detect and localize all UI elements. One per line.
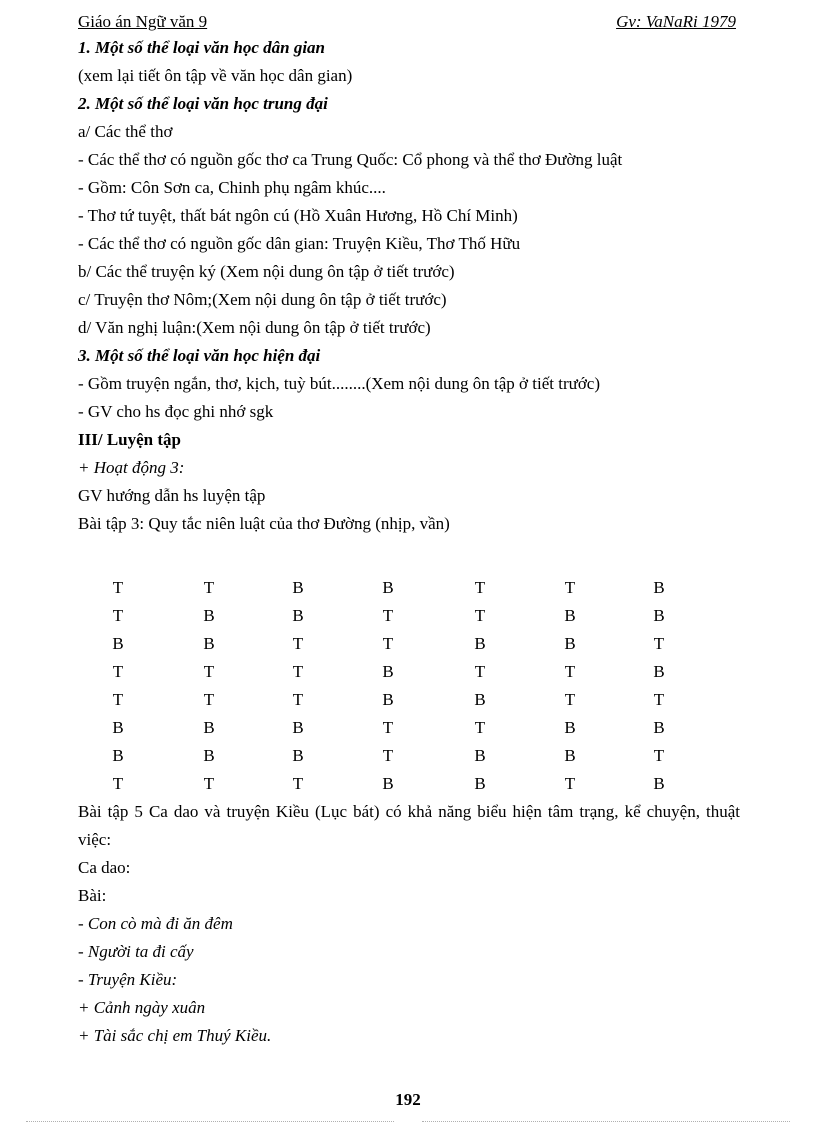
footer-divider-left <box>26 1121 394 1122</box>
tone-cell: T <box>292 690 304 709</box>
tone-cell: B <box>203 746 215 765</box>
section-lines <box>78 34 740 538</box>
tone-cell: T <box>112 690 124 709</box>
tone-cell: T <box>203 662 215 681</box>
text-line-11: 3. Một số thể loại văn học hiện đại <box>78 346 321 365</box>
tone-cell: B <box>382 662 394 681</box>
tone-row <box>78 630 740 658</box>
tone-row <box>78 658 740 686</box>
text-line-0: 1. Một số thể loại văn học dân gian <box>78 38 326 57</box>
tone-cell: B <box>292 606 304 625</box>
tone-cell: T <box>292 774 304 793</box>
text-line-bottom-1: Bài: <box>78 886 107 905</box>
tone-cell: B <box>564 634 576 653</box>
text-line-10: d/ Văn nghị luận:(Xem nội dung ôn tập ở tiết trước) <box>78 318 431 337</box>
tone-cell: B <box>112 718 124 737</box>
text-line-1: (xem lại tiết ôn tập về văn học dân gian) <box>78 66 353 85</box>
tone-cell: T <box>203 774 215 793</box>
tone-cell: B <box>112 634 124 653</box>
tone-cell: B <box>653 606 665 625</box>
page-header <box>78 12 736 34</box>
header-author: Gv: VaNaRi 1979 <box>616 12 736 31</box>
text-line-5: - Gồm: Côn Sơn ca, Chinh phụ ngâm khúc.... <box>78 178 386 197</box>
document-body <box>78 34 740 1050</box>
tone-cell: B <box>564 746 576 765</box>
tone-row <box>78 686 740 714</box>
tone-cell: B <box>382 774 394 793</box>
tone-row <box>78 574 740 602</box>
tone-cell: B <box>653 662 665 681</box>
page-number: 192 <box>395 1090 421 1109</box>
tone-cell: T <box>203 690 215 709</box>
text-line-8: b/ Các thể truyện ký (Xem nội dung ôn tập ở tiết trước) <box>78 262 455 281</box>
tone-cell: B <box>112 746 124 765</box>
tone-cell: B <box>203 634 215 653</box>
tone-cell: B <box>292 746 304 765</box>
text-line-bottom-0: Ca dao: <box>78 858 131 877</box>
footer-divider-right <box>422 1121 790 1122</box>
text-line-9: c/ Truyện thơ Nôm;(Xem nội dung ôn tập ở tiết trước) <box>78 290 447 309</box>
tone-grid <box>78 574 740 798</box>
header-title: Giáo án Ngữ văn 9 <box>78 12 208 31</box>
text-line-bottom-4: - Truyện Kiều: <box>78 970 178 989</box>
tone-cell: T <box>474 662 486 681</box>
tone-cell: T <box>653 746 665 765</box>
text-line-3: a/ Các thể thơ <box>78 122 173 141</box>
tone-cell: T <box>653 634 665 653</box>
text-line-12: - Gồm truyện ngắn, thơ, kịch, tuỳ bút........(Xem nội dung ôn tập ở tiết trước) <box>78 374 601 393</box>
text-line-bottom-5: + Cảnh ngày xuân <box>78 998 206 1017</box>
tone-cell: B <box>653 578 665 597</box>
tone-cell: T <box>382 634 394 653</box>
tone-cell: B <box>474 634 486 653</box>
text-line-7: - Các thể thơ có nguồn gốc dân gian: Truyện Kiều, Thơ Thố Hữu <box>78 234 521 253</box>
tone-row <box>78 602 740 630</box>
tone-cell: T <box>564 578 576 597</box>
tone-cell: B <box>292 718 304 737</box>
text-line-2: 2. Một số thể loại văn học trung đại <box>78 94 328 113</box>
tone-cell: T <box>382 718 394 737</box>
tone-row <box>78 770 740 798</box>
text-line-16: GV hướng dẫn hs luyện tập <box>78 486 266 505</box>
spacer <box>78 538 740 566</box>
tone-cell: T <box>112 662 124 681</box>
tone-cell: B <box>203 718 215 737</box>
text-line-13: - GV cho hs đọc ghi nhớ sgk <box>78 402 274 421</box>
text-line-14: III/ Luyện tập <box>78 430 181 449</box>
tone-cell: B <box>292 578 304 597</box>
text-line-15: + Hoạt động 3: <box>78 458 185 477</box>
tone-cell: T <box>112 606 124 625</box>
section-lines-bottom <box>78 854 740 1050</box>
tone-cell: T <box>564 690 576 709</box>
tone-cell: T <box>382 606 394 625</box>
tone-row <box>78 714 740 742</box>
tone-cell: B <box>382 578 394 597</box>
tone-cell: T <box>564 662 576 681</box>
tone-cell: T <box>474 718 486 737</box>
tone-cell: B <box>564 606 576 625</box>
tone-cell: T <box>112 774 124 793</box>
tone-cell: T <box>474 606 486 625</box>
text-line-bottom-3: - Người ta đi cấy <box>78 942 194 961</box>
tone-cell: T <box>564 774 576 793</box>
tone-cell: T <box>203 578 215 597</box>
tone-cell: B <box>474 690 486 709</box>
text-line-6: - Thơ tứ tuyệt, thất bát ngôn cú (Hồ Xuân Hương, Hồ Chí Minh) <box>78 206 518 225</box>
tone-cell: B <box>474 774 486 793</box>
tone-cell: T <box>292 634 304 653</box>
tone-cell: B <box>653 774 665 793</box>
tone-cell: B <box>474 746 486 765</box>
tone-cell: B <box>653 718 665 737</box>
tone-cell: B <box>382 690 394 709</box>
tone-cell: T <box>292 662 304 681</box>
text-line-bottom-6: + Tài sắc chị em Thuý Kiều. <box>78 1026 272 1045</box>
tone-cell: B <box>203 606 215 625</box>
tone-cell: T <box>112 578 124 597</box>
tone-row <box>78 742 740 770</box>
tone-cell: T <box>382 746 394 765</box>
tone-cell: T <box>653 690 665 709</box>
tone-cell: B <box>564 718 576 737</box>
tone-cell: T <box>474 578 486 597</box>
text-line-4: - Các thể thơ có nguồn gốc thơ ca Trung Quốc: Cổ phong và thể thơ Đường luật <box>78 150 623 169</box>
text-line-bottom-2: - Con cò mà đi ăn đêm <box>78 914 233 933</box>
text-line-17: Bài tập 3: Quy tắc niên luật của thơ Đường (nhịp, vần) <box>78 514 450 533</box>
exercise-5-paragraph: Bài tập 5 Ca dao và truyện Kiều (Lục bát) có khả năng biểu hiện tâm trạng, kể chuyện, thuật việc: <box>78 802 740 849</box>
